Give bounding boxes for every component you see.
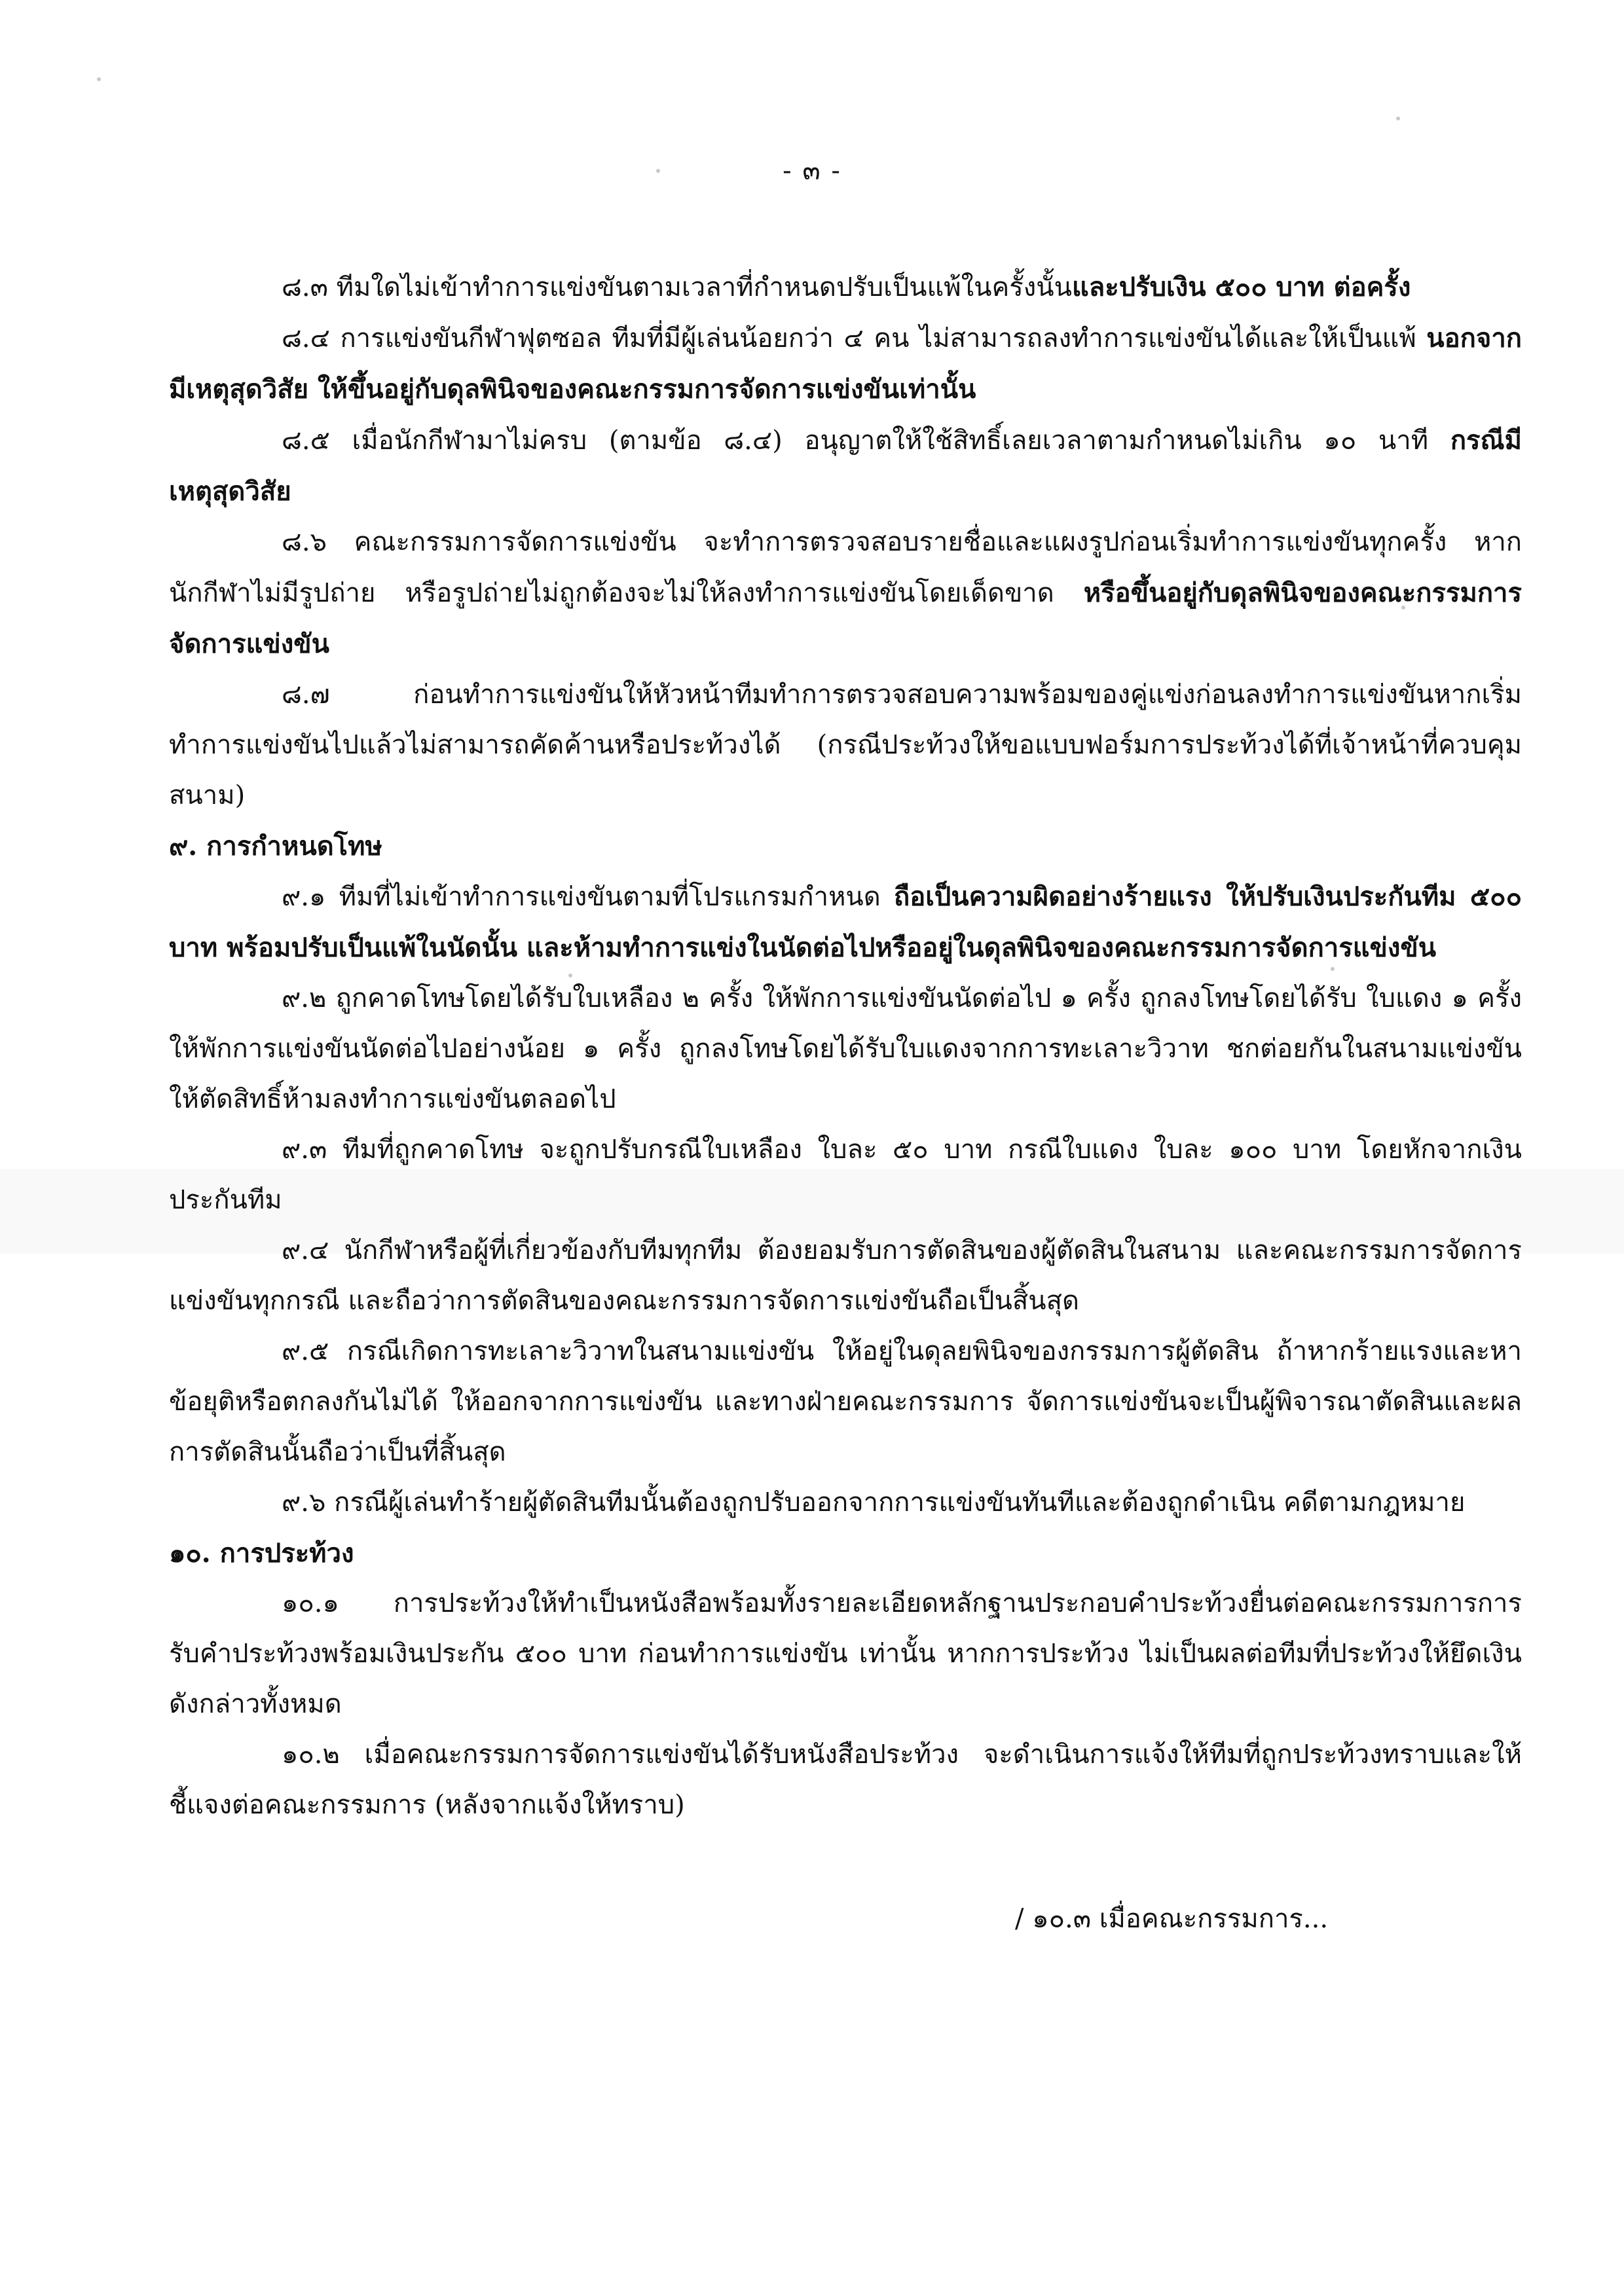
clause-bold-text: กรณีมีเหตุสุดวิสัย xyxy=(169,425,1522,507)
section-heading-protest: ๑๐. การประท้วง xyxy=(169,1538,354,1569)
clause-9-1 xyxy=(169,871,1522,974)
clause-8-6 xyxy=(169,517,1522,670)
clause-9-5 xyxy=(169,1326,1522,1478)
clause-10-2 xyxy=(169,1730,1522,1831)
clause-8-5 xyxy=(169,415,1522,517)
clause-8-4 xyxy=(169,313,1522,415)
clause-bold-text: และปรับเงิน ๕๐๐ บาท ต่อครั้ง xyxy=(1071,272,1411,302)
clause-9-2 xyxy=(169,974,1522,1125)
clause-9-3 xyxy=(169,1125,1522,1226)
clause-text: ๙.๓ ทีมที่ถูกคาดโทษ จะถูกปรับกรณีใบเหลือง ใบละ ๕๐ บาท กรณีใบแดง ใบละ ๑๐๐ บาท โดยหักจากเงินประกันทีม xyxy=(169,1135,1522,1215)
clause-9-6 xyxy=(169,1478,1522,1528)
clause-text: ๘.๓ ทีมใดไม่เข้าทำการแข่งขันตามเวลาที่กำหนดปรับเป็นแพ้ในครั้งนั้น xyxy=(282,272,1072,302)
continuation-note: / ๑๐.๓ เมื่อคณะกรรมการ... xyxy=(1015,1904,1329,1934)
clause-bold-text: นอกจากมีเหตุสุดวิสัย ให้ขึ้นอยู่กับดุลพินิจของคณะกรรมการจัดการแข่งขันเท่านั้น xyxy=(169,323,1522,405)
clause-text: ๙.๒ ถูกคาดโทษโดยได้รับใบเหลือง ๒ ครั้ง ให้พักการแข่งขันนัดต่อไป ๑ ครั้ง ถูกลงโทษโดยได้รับ ใบแดง ๑ ครั้ง ให้พักการแข่งขันนัดต่อไปอย่างน้อย ๑ ครั้ง ถูกลงโทษโดยได้รับใบแดงจากการทะเลาะวิวาท ชกต่อยกันในสนามแข่งขัน ให้ตัดสิทธิ์ห้ามลงทำการแข่งขันตลอดไป xyxy=(169,983,1522,1114)
clause-text: ๙.๔ นักกีฬาหรือผู้ที่เกี่ยวข้องกับทีมทุกทีม ต้องยอมรับการตัดสินของผู้ตัดสินในสนาม และคณะกรรมการจัดการแข่งขันทุกกรณี และถือว่าการตัดสินของคณะกรรมการจัดการแข่งขันถือเป็นสิ้นสุด xyxy=(169,1235,1522,1316)
clause-text: ๑๐.๒ เมื่อคณะกรรมการจัดการแข่งขันได้รับหนังสือประท้วง จะดำเนินการแจ้งให้ทีมที่ถูกประท้วงทราบและให้ชี้แจงต่อคณะกรรมการ (หลังจากแจ้งให้ทราบ) xyxy=(169,1740,1522,1820)
clause-text: ๙.๖ กรณีผู้เล่นทำร้ายผู้ตัดสินทีมนั้นต้องถูกปรับออกจากการแข่งขันทันทีและต้องถูกดำเนิน คดีตามกฎหมาย xyxy=(282,1487,1466,1518)
clause-text: ๘.๔ การแข่งขันกีฬาฟุตซอล ทีมที่มีผู้เล่นน้อยกว่า ๔ คน ไม่สามารถลงทำการแข่งขันได้และให้เป็นแพ้ xyxy=(282,323,1427,354)
clause-text: ๘.๖ คณะกรรมการจัดการแข่งขัน จะทำการตรวจสอบรายชื่อและแผงรูปก่อนเริ่มทำการแข่งขันทุกครั้ง หากนักกีฬาไม่มีรูปถ่าย หรือรูปถ่ายไม่ถูกต้องจะไม่ให้ลงทำการแข่งขันโดยเด็ดขาด xyxy=(169,527,1522,608)
clause-bold-text: หรือขึ้นอยู่กับดุลพินิจของคณะกรรมการจัดการแข่งขัน xyxy=(169,577,1522,659)
document-body xyxy=(169,262,1522,1831)
clause-text: ๘.๗ ก่อนทำการแข่งขันให้หัวหน้าทีมทำการตรวจสอบความพร้อมของคู่แข่งก่อนลงทำการแข่งขันหากเริ่มทำการแข่งขันไปแล้วไม่สามารถคัดค้านหรือประท้วงได้ (กรณีประท้วงให้ขอแบบฟอร์มการประท้วงได้ที่เจ้าหน้าที่ควบคุมสนาม) xyxy=(169,680,1522,811)
clause-text: ๘.๕ เมื่อนักกีฬามาไม่ครบ (ตามข้อ ๘.๔) อนุญาตให้ใช้สิทธิ์เลยเวลาตามกำหนดไม่เกิน ๑๐ นาที xyxy=(282,426,1450,456)
clause-text: ๙.๕ กรณีเกิดการทะเลาะวิวาทในสนามแข่งขัน ให้อยู่ในดุลยพินิจของกรรมการผู้ตัดสิน ถ้าหากร้ายแรงและหาข้อยุติหรือตกลงกันไม่ได้ ให้ออกจากการแข่งขัน และทางฝ่ายคณะกรรมการ จัดการแข่งขันจะเป็นผู้พิจารณาตัดสินและผลการตัดสินนั้นถือว่าเป็นที่สิ้นสุด xyxy=(169,1336,1522,1467)
clause-8-3 xyxy=(169,262,1522,313)
clause-bold-text: ถือเป็นความผิดอย่างร้ายแรง ให้ปรับเงินประกันทีม ๕๐๐ บาท พร้อมปรับเป็นแพ้ในนัดนั้น และห้ามทำการแข่งในนัดต่อไปหรืออยู่ในดุลพินิจของคณะกรรมการจัดการแข่งขัน xyxy=(169,881,1522,963)
page-number: - ๓ - xyxy=(783,156,841,186)
clause-8-7 xyxy=(169,670,1522,821)
scan-speck xyxy=(97,77,101,81)
clause-text: ๙.๑ ทีมที่ไม่เข้าทำการแข่งขันตามที่โปรแกรมกำหนด xyxy=(282,882,894,912)
clause-9-4 xyxy=(169,1226,1522,1326)
scan-speck xyxy=(1396,117,1400,120)
clause-text: ๑๐.๑ การประท้วงให้ทำเป็นหนังสือพร้อมทั้งรายละเอียดหลักฐานประกอบคำประท้วงยื่นต่อคณะกรรมการการรับคำประท้วงพร้อมเงินประกัน ๕๐๐ บาท ก่อนทำการแข่งขัน เท่านั้น หากการประท้วง ไม่เป็นผลต่อทีมที่ประท้วงให้ยึดเงินดังกล่าวทั้งหมด xyxy=(169,1588,1522,1719)
clause-10-1 xyxy=(169,1578,1522,1730)
section-heading-penalties: ๙. การกำหนดโทษ xyxy=(169,831,382,862)
